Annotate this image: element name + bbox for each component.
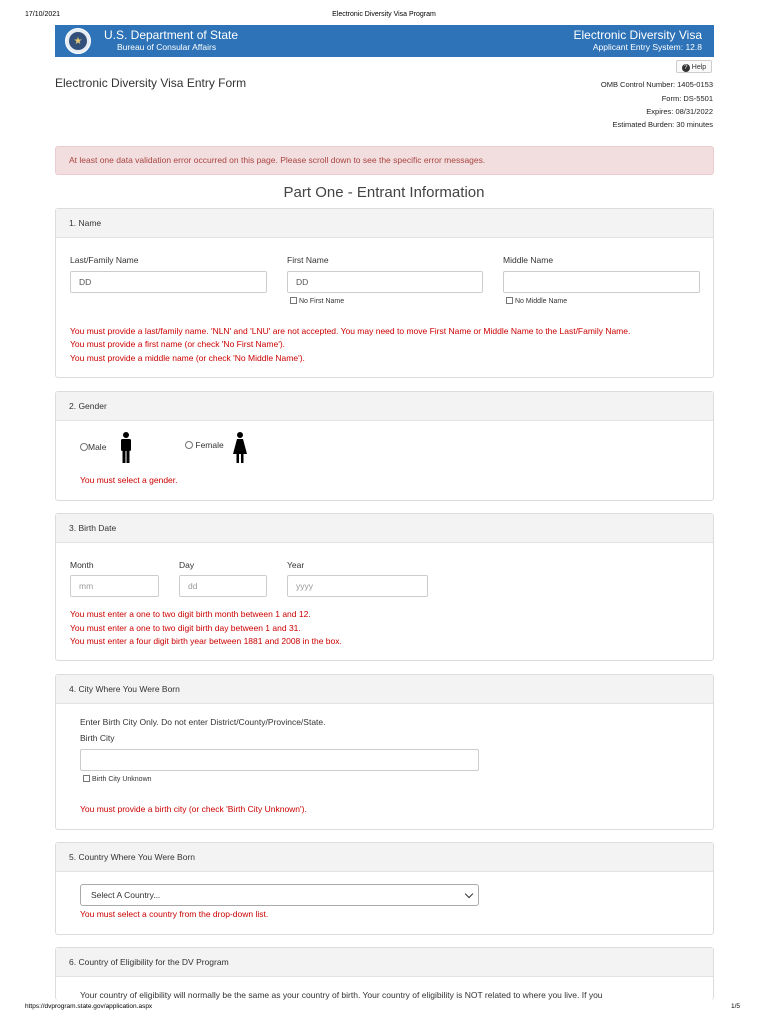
birth-country-error: You must select a country from the drop-down list. [80,909,269,919]
female-radio[interactable] [185,440,224,450]
name-heading: 1. Name [56,209,713,238]
birth-country-heading: 5. Country Where You Were Born [56,843,713,872]
omb-control-number: OMB Control Number: 1405-0153 [600,80,713,89]
part-title: Part One - Entrant Information [283,184,485,201]
radio-icon [185,441,193,449]
gender-heading: 2. Gender [56,392,713,421]
first-name-label: First Name [287,255,329,265]
year-label: Year [287,560,305,570]
last-name-label: Last/Family Name [70,255,139,265]
middle-name-input[interactable] [503,271,700,293]
checkbox-icon [83,775,90,782]
birth-city-panel [55,674,714,830]
birth-month-input[interactable]: mm [70,575,159,597]
birth-date-panel [55,513,714,661]
birth-city-heading: 4. City Where You Were Born [56,675,713,704]
form-title: Electronic Diversity Visa Entry Form [55,76,247,90]
month-label: Month [70,560,94,570]
middle-name-error: You must provide a middle name (or check 'No Middle Name'). [70,353,305,363]
first-name-input[interactable]: DD [287,271,483,293]
site-banner [55,25,714,57]
birth-city-unknown-checkbox[interactable] [83,775,152,783]
male-icon [119,432,133,464]
checkbox-icon [290,297,297,304]
checkbox-icon [506,297,513,304]
no-first-name-label: No First Name [299,298,345,305]
chevron-down-icon [465,890,473,898]
help-button[interactable] [676,60,712,73]
birth-month-error: You must enter a one to two digit birth month between 1 and 12. [70,609,311,619]
print-url: https://dvprogram.state.gov/application.aspx [25,1003,153,1010]
birth-city-error: You must provide a birth city (or check 'Birth City Unknown'). [80,804,307,814]
state-department-seal-icon: ★ [65,28,91,54]
birth-country-select[interactable] [80,884,479,906]
male-label: Male [88,442,107,452]
day-label: Day [179,560,195,570]
selected-country: Select A Country... [91,890,161,900]
validation-error-alert: At least one data validation error occurred on this page. Please scroll down to see the specific error messages. [55,146,714,175]
birth-city-instruction: Enter Birth City Only. Do not enter District/County/Province/State. [80,717,326,727]
gender-panel [55,391,714,501]
eligibility-text: Your country of eligibility will normally be the same as your country of birth. Your country of eligibility is NOT related to where you live. If you [80,990,603,1000]
birth-country-panel [55,842,714,935]
birth-year-error: You must enter a four digit birth year between 1881 and 2008 in the box. [70,636,342,646]
no-middle-name-label: No Middle Name [515,298,568,305]
male-radio[interactable] [80,442,106,452]
last-name-input[interactable]: DD [70,271,267,293]
last-name-error: You must provide a last/family name. 'NLN' and 'LNU' are not accepted. You may need to move First Name or Middle Name to the Last/Family Name. [70,326,631,336]
radio-icon [80,443,88,451]
birth-day-error: You must enter a one to two digit birth day between 1 and 31. [70,623,301,633]
birth-day-input[interactable]: dd [179,575,267,597]
system-version: Applicant Entry System: 12.8 [592,42,702,52]
no-first-name-checkbox[interactable] [290,297,344,305]
expiration-date: Expires: 08/31/2022 [646,107,713,116]
birth-city-unknown-label: Birth City Unknown [92,776,152,783]
estimated-burden: Estimated Burden: 30 minutes [612,120,713,129]
program-name: Electronic Diversity Visa [573,28,702,42]
bureau-name: Bureau of Consular Affairs [117,42,217,52]
form-number: Form: DS-5501 [661,94,713,103]
eligibility-heading: 6. Country of Eligibility for the DV Program [56,948,713,977]
print-title: Electronic Diversity Visa Program [332,11,436,18]
birth-year-input[interactable]: yyyy [287,575,428,597]
print-page-number: 1/5 [730,1003,740,1010]
question-icon: ? [682,64,690,72]
eligibility-panel [55,947,714,1000]
name-panel [55,208,714,378]
female-label: Female [195,440,224,450]
gender-error: You must select a gender. [80,475,178,485]
department-name: U.S. Department of State [104,28,239,42]
help-label: Help [691,64,707,71]
birth-city-label: Birth City [80,733,115,743]
print-date: 17/10/2021 [25,11,61,18]
middle-name-label: Middle Name [503,255,554,265]
female-icon [232,432,248,464]
no-middle-name-checkbox[interactable] [506,297,567,305]
first-name-error: You must provide a first name (or check 'No First Name'). [70,339,286,349]
birth-date-heading: 3. Birth Date [56,514,713,543]
birth-city-input[interactable] [80,749,479,771]
